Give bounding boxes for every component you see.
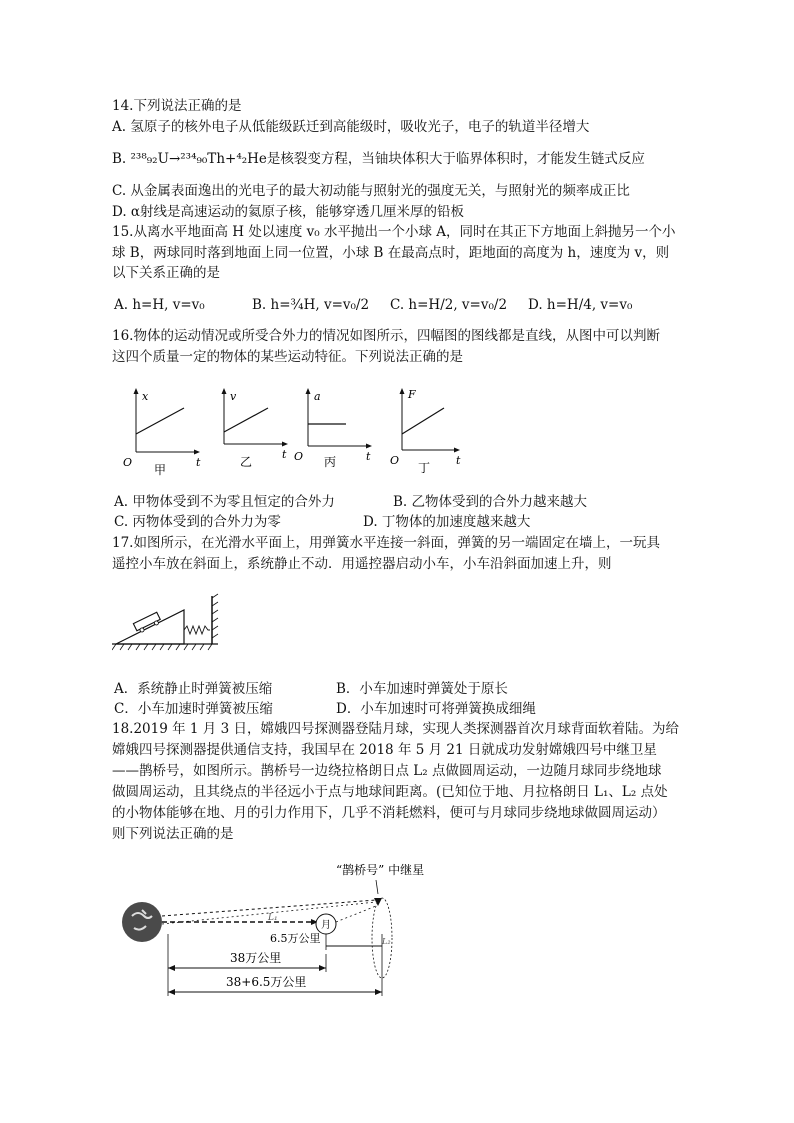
q14-option-c: C. 从金属表面逸出的光电子的最大初动能与照射光的强度无关，与照射光的频率成正比 bbox=[112, 183, 630, 199]
q18-stem-line2: 嫦娥四号探测器提供通信支持，我国早在 2018 年 5 月 21 日就成功发射嫦娥四号中继卫星 bbox=[112, 742, 657, 758]
ground-hatch bbox=[112, 644, 212, 650]
arrow-right-icon bbox=[366, 444, 372, 449]
arrow-up-icon bbox=[134, 388, 139, 394]
graph-yi bbox=[222, 388, 289, 469]
relay-satellite bbox=[374, 898, 382, 906]
moon-relay-line bbox=[336, 906, 376, 922]
toy-car bbox=[133, 612, 161, 634]
relay-satellite-label: “鹊桥号” 中继星 bbox=[336, 863, 425, 877]
origin-label: O bbox=[294, 450, 304, 463]
x-axis-label: t bbox=[282, 448, 287, 461]
distance-total-label: 38+6.5万公里 bbox=[226, 975, 307, 989]
q17-stem-line2: 遥控小车放在斜面上，系统静止不动．用遥控器启动小车，小车沿斜面加速上升，则 bbox=[112, 556, 612, 572]
q17-option-c: C．小车加速时弹簧被压缩 bbox=[114, 701, 273, 717]
graph-jia bbox=[123, 388, 201, 476]
q15-option-c: C. h=H/2, v=v₀/2 bbox=[390, 297, 508, 313]
arrow-right-icon bbox=[194, 450, 200, 455]
y-axis-label: v bbox=[230, 390, 237, 403]
q18-earth-moon-relay-figure bbox=[114, 858, 444, 1000]
arrow-left-icon bbox=[168, 965, 175, 971]
y-axis-label: a bbox=[314, 390, 321, 403]
earth bbox=[122, 902, 162, 942]
q17-option-a: A．系统静止时弹簧被压缩 bbox=[114, 681, 273, 697]
origin-label: O bbox=[390, 454, 400, 467]
q18-stem-line5: 的小物体能够在地、月的引力作用下，几乎不消耗燃料，便可与月球同步绕地球做圆周运动） bbox=[112, 805, 666, 821]
arrow-up-icon bbox=[222, 388, 227, 394]
l1-label: L₁ bbox=[268, 913, 278, 923]
y-axis-label: x bbox=[142, 390, 149, 403]
q16-graphs-figure bbox=[118, 384, 478, 476]
graph-ding bbox=[390, 388, 461, 475]
q16-stem-line2: 这四个质量一定的物体的某些运动特征。下列说法正确的是 bbox=[112, 349, 463, 365]
graph-line bbox=[136, 408, 184, 434]
distance-38-label: 38万公里 bbox=[230, 951, 282, 965]
moon-label: 月 bbox=[321, 920, 331, 931]
l2-label: L₂ bbox=[382, 937, 391, 946]
arrow-right-icon bbox=[375, 989, 382, 995]
q15-option-d: D. h=H/4, v=v₀ bbox=[528, 297, 633, 313]
y-axis-label: F bbox=[408, 388, 416, 401]
spring bbox=[184, 626, 210, 634]
q17-incline-spring-figure bbox=[112, 592, 224, 654]
arrow-up-icon bbox=[400, 388, 405, 394]
q17-option-b: B．小车加速时弹簧处于原长 bbox=[336, 681, 508, 697]
arrow-right-icon bbox=[454, 448, 460, 453]
q18-stem-line1: 18.2019 年 1 月 3 日，嫦娥四号探测器登陆月球，实现人类探测器首次月球背面软着陆。为给 bbox=[112, 721, 679, 737]
q15-option-b: B. h=¾H, v=v₀/2 bbox=[252, 297, 370, 313]
graph-caption: 丙 bbox=[324, 455, 337, 469]
q14-option-b: B. ²³⁸₉₂U→²³⁴₉₀Th+⁴₂He是核裂变方程，当铀块体积大于临界体积时，才能发生链式反应 bbox=[112, 151, 645, 167]
x-axis-label: t bbox=[196, 456, 201, 469]
arrow-up-icon bbox=[306, 388, 311, 394]
q16-stem-line1: 16.物体的运动情况或所受合外力的情况如图所示，四幅图的图线都是直线，从图中可以判断 bbox=[112, 328, 660, 344]
arrow-right-icon bbox=[282, 442, 288, 447]
origin-label: O bbox=[123, 456, 133, 469]
arrow-left-icon bbox=[168, 989, 175, 995]
q14-option-a: A. 氢原子的核外电子从低能级跃迁到高能级时，吸收光子，电子的轨道半径增大 bbox=[112, 119, 590, 135]
graph-caption: 乙 bbox=[240, 455, 253, 469]
q14-option-d: D. α射线是高速运动的氦原子核，能够穿透几厘米厚的铅板 bbox=[112, 204, 465, 220]
x-axis-label: t bbox=[366, 450, 371, 463]
q16-option-b: B. 乙物体受到的合外力越来越大 bbox=[393, 494, 588, 510]
graph-caption: 甲 bbox=[154, 463, 167, 476]
q16-option-a: A. 甲物体受到不为零且恒定的合外力 bbox=[114, 494, 335, 510]
graph-bing bbox=[294, 388, 372, 469]
graph-line bbox=[224, 408, 268, 432]
wall-hatch bbox=[212, 594, 218, 638]
label-pointer bbox=[376, 880, 378, 894]
q14-stem: 14.下列说法正确的是 bbox=[112, 98, 242, 114]
arrow-right-icon bbox=[319, 965, 326, 971]
q16-option-c: C. 丙物体受到的合外力为零 bbox=[114, 514, 281, 530]
q16-option-d: D. 丁物体的加速度越来越大 bbox=[363, 514, 531, 530]
q17-option-d: D．小车加速时可将弹簧换成细绳 bbox=[336, 701, 536, 717]
q15-stem-line3: 以下关系正确的是 bbox=[112, 265, 220, 281]
q15-stem-line1: 15.从离水平地面高 H 处以速度 v₀ 水平抛出一个小球 A，同时在其正下方地面上斜抛另一个小 bbox=[112, 224, 676, 240]
distance-6-5-label: 6.5万公里 bbox=[270, 932, 321, 945]
graph-line bbox=[402, 408, 444, 434]
q18-stem-line4: 做圆周运动，且其绕点的半径远小于点与地球间距离。(已知位于地、月拉格朗日 L₁、L₂ 点处 bbox=[112, 784, 668, 800]
q18-stem-line6: 则下列说法正确的是 bbox=[112, 826, 234, 842]
x-axis-label: t bbox=[456, 454, 461, 467]
q15-option-a: A. h=H, v=v₀ bbox=[114, 297, 205, 313]
q17-stem-line1: 17.如图所示，在光滑水平面上，用弹簧水平连接一斜面，弹簧的另一端固定在墙上，一玩具 bbox=[112, 535, 660, 551]
q15-stem-line2: 球 B，两球同时落到地面上同一位置，小球 B 在最高点时，距地面的高度为 h，速度为 v，则 bbox=[112, 245, 670, 261]
q18-stem-line3: ——鹊桥号，如图所示。鹊桥号一边绕拉格朗日点 L₂ 点做圆周运动，一边随月球同步绕地球 bbox=[112, 763, 662, 779]
graph-caption: 丁 bbox=[418, 461, 431, 475]
